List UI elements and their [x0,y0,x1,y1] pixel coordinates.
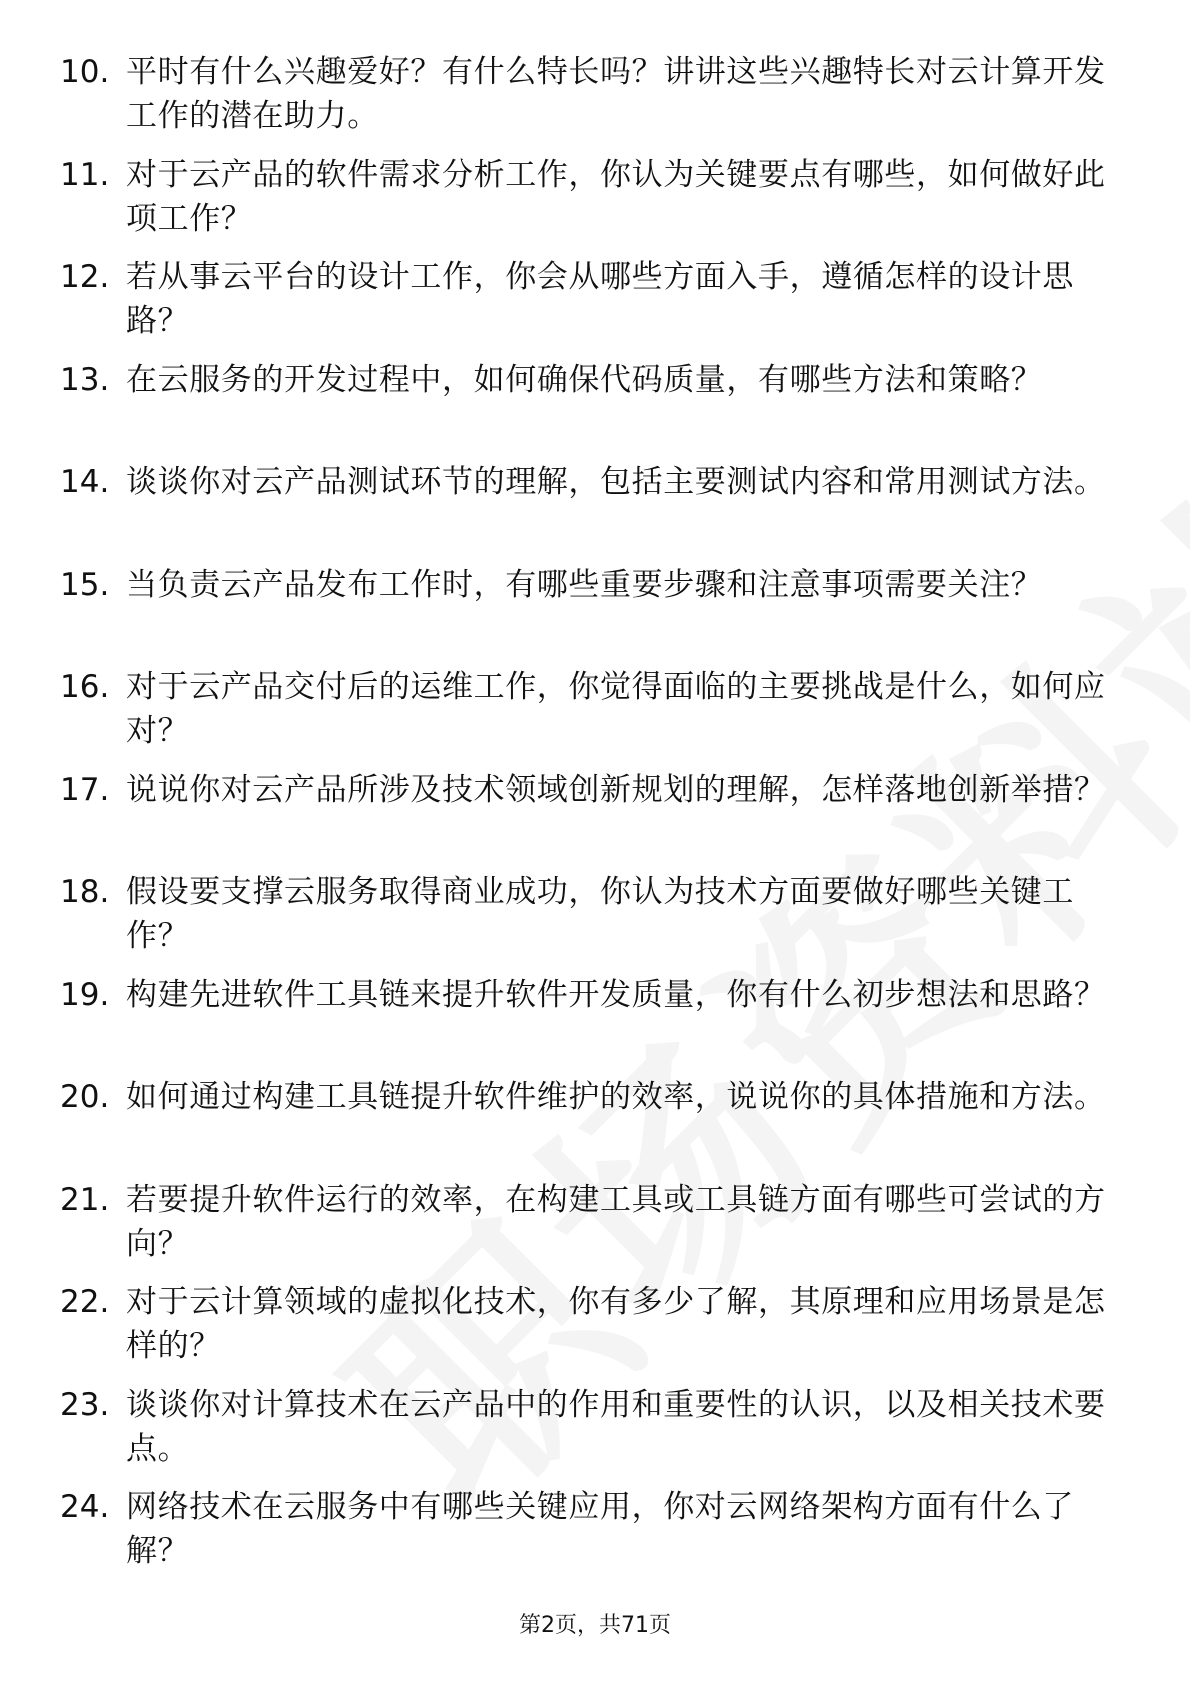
question-number: 20. [60,1079,110,1115]
question-item [60,563,1120,651]
question-number: 23. [60,1386,110,1423]
question-item [60,1383,1120,1471]
question-number: 16. [60,669,110,705]
question-text: 网络技术在云服务中有哪些关键应用，你对云网络架构方面有什么了解？ [126,1489,1074,1569]
question-number: 19. [60,976,110,1013]
question-number: 18. [60,874,110,910]
question-item [60,870,1120,958]
question-text: 说说你对云产品所涉及技术领域创新规划的理解，怎样落地创新举措？ [126,771,1106,808]
question-item [60,153,1120,241]
question-item [60,768,1120,856]
question-item [60,1075,1120,1163]
question-text: 若要提升软件运行的效率，在构建工具或工具链方面有哪些可尝试的方向？ [126,1181,1106,1262]
question-text: 对于云产品的软件需求分析工作，你认为关键要点有哪些，如何做好此项工作？ [126,156,1106,237]
question-number: 17. [60,771,110,808]
question-text: 对于云计算领域的虚拟化技术，你有多少了解，其原理和应用场景是怎样的？ [126,1284,1106,1364]
question-number: 14. [60,464,110,500]
question-text: 假设要支撑云服务取得商业成功，你认为技术方面要做好哪些关键工作？ [126,874,1074,954]
question-number: 22. [60,1284,110,1320]
question-item [60,460,1120,548]
question-number: 11. [60,156,110,193]
question-text: 当负责云产品发布工作时，有哪些重要步骤和注意事项需要关注？ [126,566,1043,603]
question-item [60,665,1120,753]
question-item [60,255,1120,343]
question-number: 21. [60,1181,110,1218]
question-item [60,1178,1120,1266]
question-number: 24. [60,1489,110,1525]
question-text: 谈谈你对云产品测试环节的理解，包括主要测试内容和常用测试方法。 [126,464,1106,500]
question-number: 15. [60,566,110,603]
question-text: 谈谈你对计算技术在云产品中的作用和重要性的认识，以及相关技术要点。 [126,1386,1106,1467]
question-item [60,1485,1120,1573]
page-footer: 第2页，共71页 [519,1613,671,1638]
question-list [60,50,1120,1588]
question-item [60,973,1120,1061]
question-text: 若从事云平台的设计工作，你会从哪些方面入手，遵循怎样的设计思路？ [126,259,1074,339]
question-item [60,358,1120,446]
question-item [60,50,1120,138]
question-number: 12. [60,259,110,295]
question-text: 在云服务的开发过程中，如何确保代码质量，有哪些方法和策略？ [126,361,1043,398]
question-text: 平时有什么兴趣爱好？有什么特长吗？讲讲这些兴趣特长对云计算开发工作的潜在助力。 [126,54,1106,134]
question-number: 13. [60,361,110,398]
question-text: 如何通过构建工具链提升软件维护的效率，说说你的具体措施和方法。 [126,1079,1106,1115]
question-text: 对于云产品交付后的运维工作，你觉得面临的主要挑战是什么，如何应对？ [126,669,1106,749]
question-item [60,1280,1120,1368]
question-number: 10. [60,54,110,90]
question-text: 构建先进软件工具链来提升软件开发质量，你有什么初步想法和思路？ [126,976,1106,1013]
